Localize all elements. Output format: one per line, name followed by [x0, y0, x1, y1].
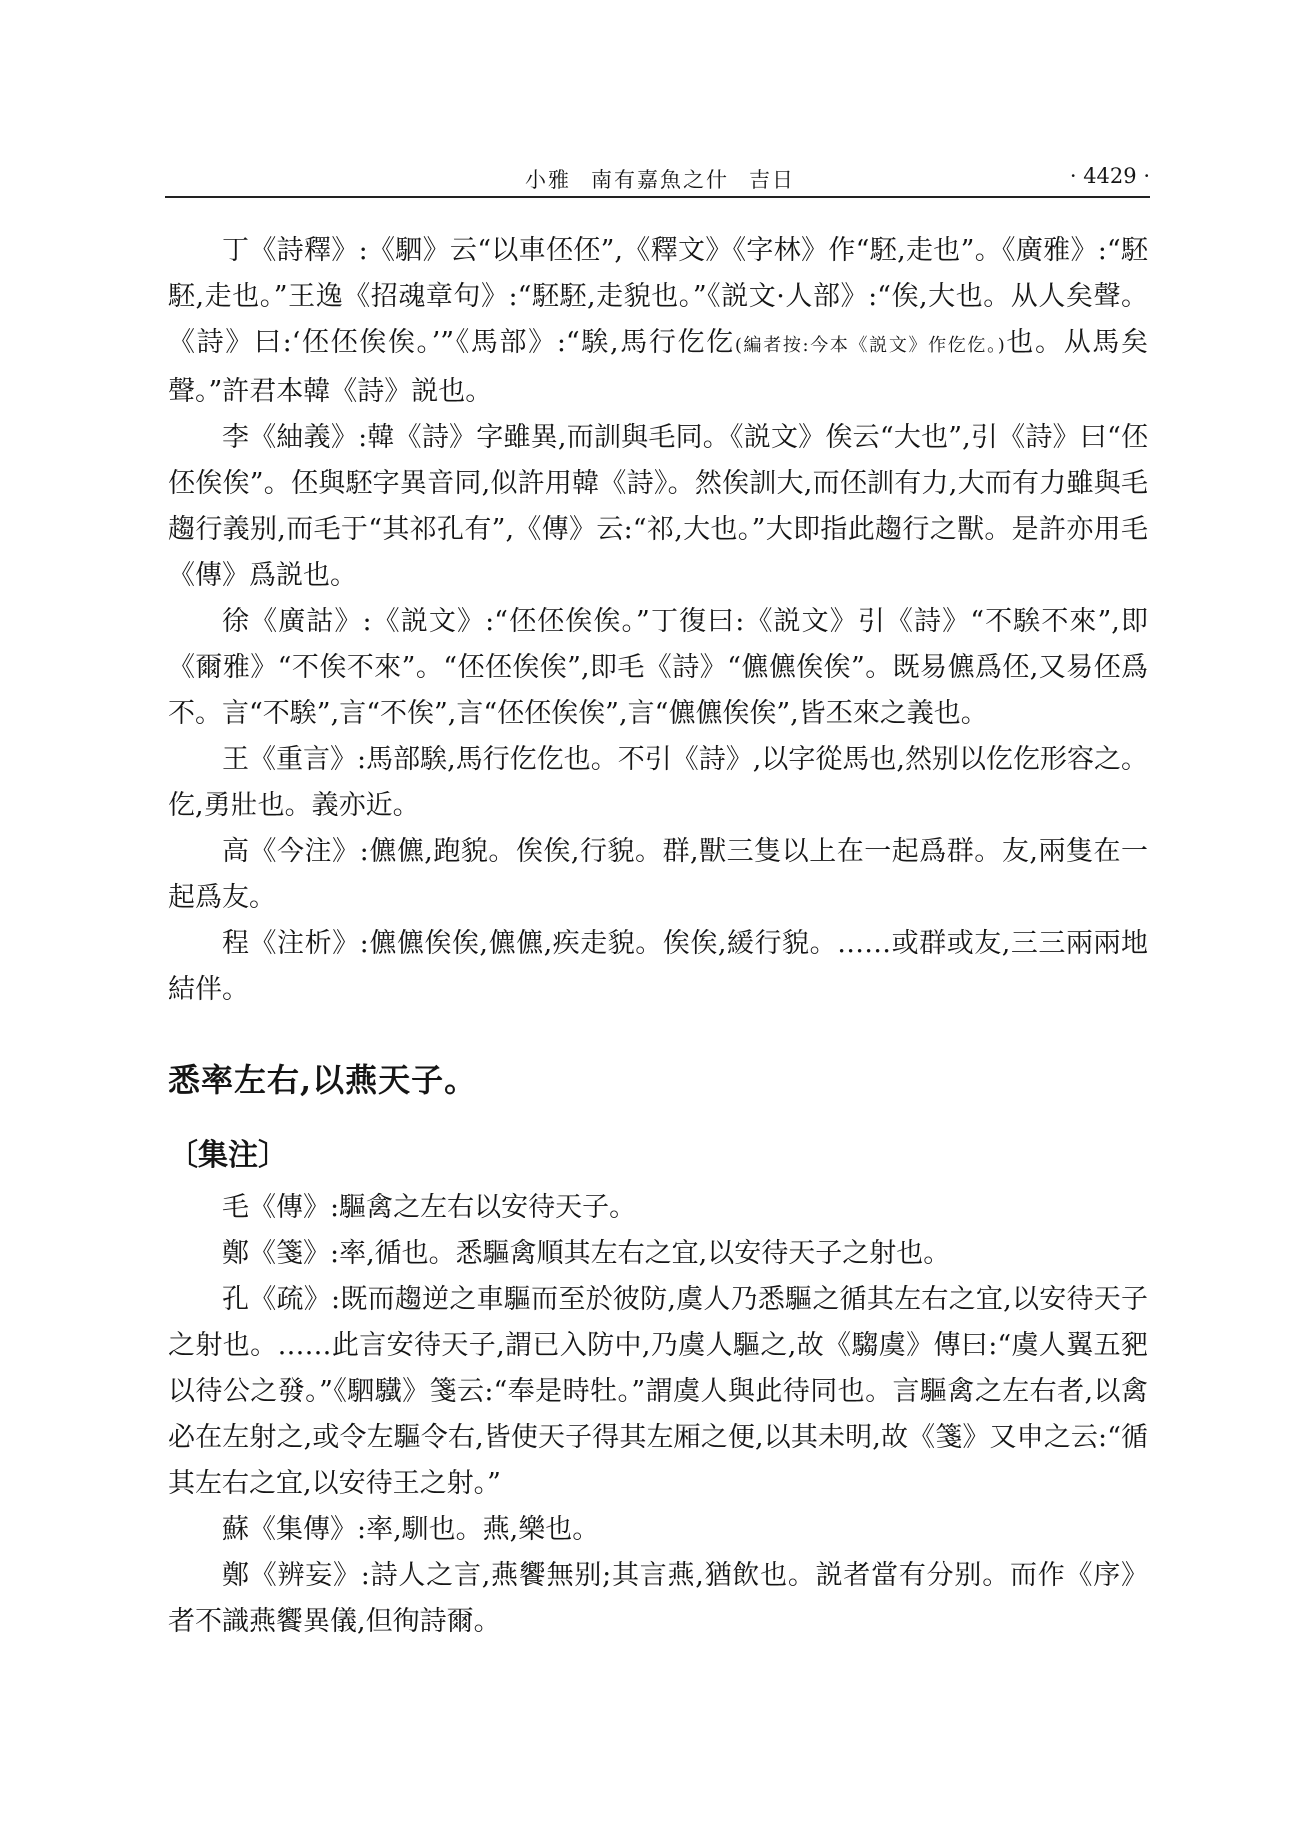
- verse-line: 悉率左右,以燕天子。: [168, 1061, 478, 1099]
- running-title-part: 南有嘉魚之什: [591, 168, 729, 192]
- editor-note: (編者按:今本《説文》作仡仡。): [734, 335, 1005, 356]
- running-title-part: 吉日: [749, 168, 795, 192]
- commentary-paragraph: 王《重言》:馬部騃,馬行仡仡也。不引《詩》,以字從馬也,然别以仡仡形容之。仡,勇壯也。義亦近。: [168, 744, 1148, 821]
- running-header: [165, 160, 1150, 200]
- commentary-paragraph: 鄭《辨妄》:詩人之言,燕饗無别;其言燕,猶飲也。説者當有分别。而作《序》者不識燕饗異儀,但徇詩爾。: [168, 1560, 1148, 1637]
- commentary-paragraph: 李《紬義》:韓《詩》字雖異,而訓與毛同。《説文》俟云“大也”,引《詩》曰“伾伾俟俟”。伾與駓字異音同,似許用韓《詩》。然俟訓大,而伾訓有力,大而有力雖與毛趨行義别,而毛于“其祁孔有”,《傳》云:“祁,大也。”大即指此趨行之獸。是許亦用毛《傳》爲説也。: [168, 422, 1148, 591]
- commentary-paragraph: 高《今注》:儦儦,跑貌。俟俟,行貌。群,獸三隻以上在一起爲群。友,兩隻在一起爲友。: [168, 836, 1148, 913]
- paragraph-text: 也。从馬矣聲。”許君本韓《詩》説也。: [168, 327, 1149, 407]
- commentary-paragraph: 孔《疏》:既而趨逆之車驅而至於彼防,虞人乃悉驅之循其左右之宜,以安待天子之射也。……此言安待天子,謂已入防中,乃虞人驅之,故《騶虞》傳曰:“虞人翼五豝以待公之發。”《駟驖》箋云:“奉是時牡。”謂虞人與此待同也。言驅禽之左右者,以禽必在左射之,或令左驅令右,皆使天子得其左厢之便,以其未明,故《箋》又申之云:“循其左右之宜,以安待王之射。”: [168, 1284, 1148, 1499]
- page-number: · 4429 ·: [1069, 164, 1150, 188]
- commentary-paragraph: 徐《廣詁》:《説文》:“伾伾俟俟。”丁復曰:《説文》引《詩》“不騃不來”,即《爾雅》“不俟不來”。“伾伾俟俟”,即毛《詩》“儦儦俟俟”。既易儦爲伾,又易伾爲不。言“不騃”,言“不俟”,言“伾伾俟俟”,言“儦儦俟俟”,皆丕來之義也。: [168, 606, 1148, 729]
- commentary-paragraph: 蘇《集傳》:率,馴也。燕,樂也。: [222, 1514, 600, 1545]
- running-title-part: 小雅: [525, 168, 571, 192]
- page-body: [168, 228, 1148, 1645]
- commentary-paragraph: [168, 228, 1148, 415]
- header-rule: [165, 196, 1150, 198]
- running-title: [525, 164, 795, 194]
- section-heading: 〔集注〕: [168, 1138, 288, 1173]
- commentary-paragraph: 鄭《箋》:率,循也。悉驅禽順其左右之宜,以安待天子之射也。: [222, 1238, 951, 1269]
- commentary-paragraph: 毛《傳》:驅禽之左右以安待天子。: [222, 1192, 637, 1223]
- commentary-paragraph: 程《注析》:儦儦俟俟,儦儦,疾走貌。俟俟,緩行貌。……或群或友,三三兩兩地結伴。: [168, 928, 1148, 1005]
- paragraph-text: 丁《詩釋》:《駟》云“以車伾伾”,《釋文》《字林》作“駓,走也”。《廣雅》:“駓駓,走也。”王逸《招魂章句》:“駓駓,走貌也。”《説文·人部》:“俟,大也。从人矣聲。《詩》曰:‘伾伾俟俟。’”《馬部》:“騃,馬行仡仡: [168, 235, 1148, 358]
